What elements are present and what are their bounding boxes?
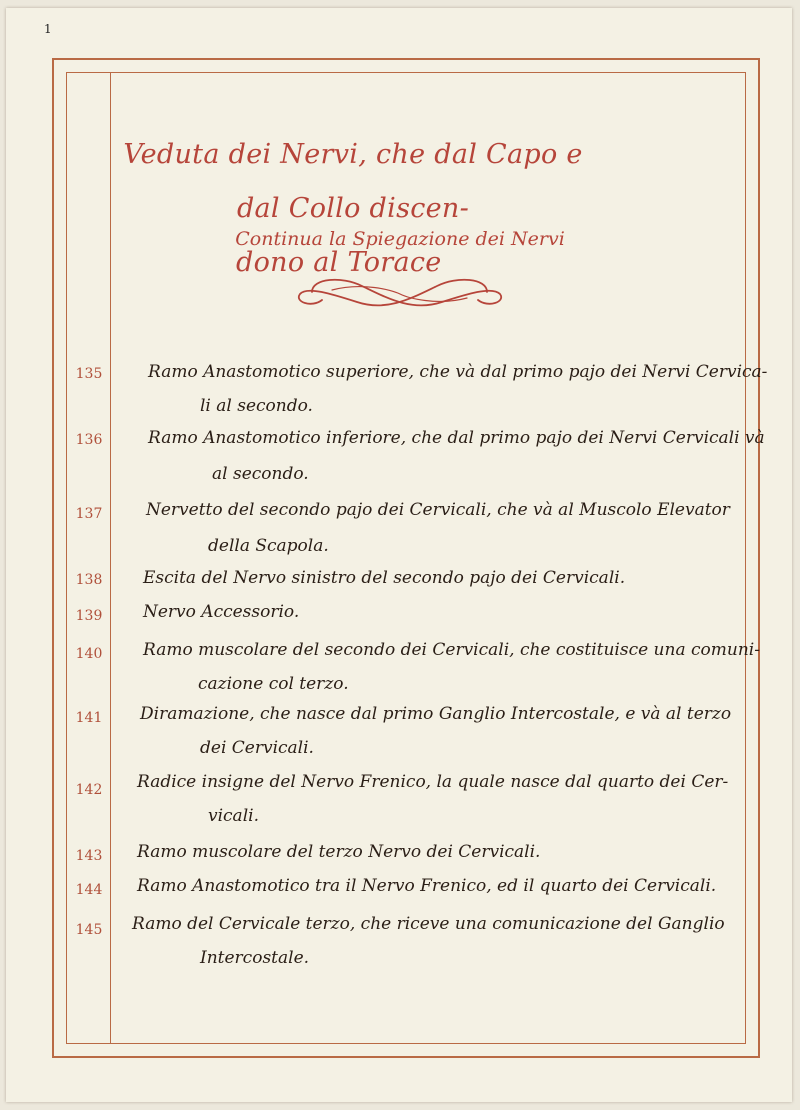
entry-text: Ramo del Cervicale terzo, che riceve una comunicazione del Ganglio [132, 914, 725, 934]
entry-text: Ramo muscolare del secondo dei Cervicali, che costituisce una comuni- [143, 640, 760, 660]
entry-number: 143 [75, 848, 103, 864]
entry-text-continued: della Scapola. [208, 536, 329, 556]
title-line-2: dono al Torace [236, 247, 442, 278]
subtitle: Continua la Spiegazione dei Nervi [235, 228, 565, 250]
entry-number: 135 [75, 366, 103, 382]
entry-text-continued: cazione col terzo. [198, 674, 349, 694]
entry-text: Radice insigne del Nervo Frenico, la quale nasce dal quarto dei Cer- [137, 772, 729, 792]
entry-text: Ramo muscolare del terzo Nervo dei Cervicali. [137, 842, 541, 862]
entry-number: 138 [75, 572, 103, 588]
page-number: 1 [44, 22, 52, 36]
entry-text: Diramazione, che nasce dal primo Ganglio Intercostale, e và al terzo [140, 704, 732, 724]
entry-text-continued: al secondo. [212, 464, 309, 484]
entry-text: Ramo Anastomotico tra il Nervo Frenico, ed il quarto dei Cervicali. [137, 876, 717, 896]
entry-number: 139 [75, 608, 103, 624]
entry-text: Ramo Anastomotico inferiore, che dal primo pajo dei Nervi Cervicali và [148, 428, 765, 448]
entry-number: 144 [75, 882, 103, 898]
entry-number: 140 [75, 646, 103, 662]
title-line-1: Veduta dei Nervi, che dal Capo e dal Collo discen- [123, 139, 583, 224]
entry-text-continued: vicali. [208, 806, 259, 826]
entry-text: Nervo Accessorio. [143, 602, 300, 622]
entry-text-continued: dei Cervicali. [200, 738, 314, 758]
entry-number: 142 [75, 782, 103, 798]
entry-text-continued: Intercostale. [200, 948, 310, 968]
entry-text: Ramo Anastomotico superiore, che và dal primo pajo dei Nervi Cervica- [148, 362, 768, 382]
entry-text-continued: li al secondo. [200, 396, 313, 416]
entry-text: Escita del Nervo sinistro del secondo pajo dei Cervicali. [143, 568, 626, 588]
entry-number: 145 [75, 922, 103, 938]
entry-number: 136 [75, 432, 103, 448]
entry-number: 137 [75, 506, 103, 522]
entry-text: Nervetto del secondo pajo dei Cervicali, che và al Muscolo Elevator [146, 500, 730, 520]
entry-number: 141 [75, 710, 103, 726]
